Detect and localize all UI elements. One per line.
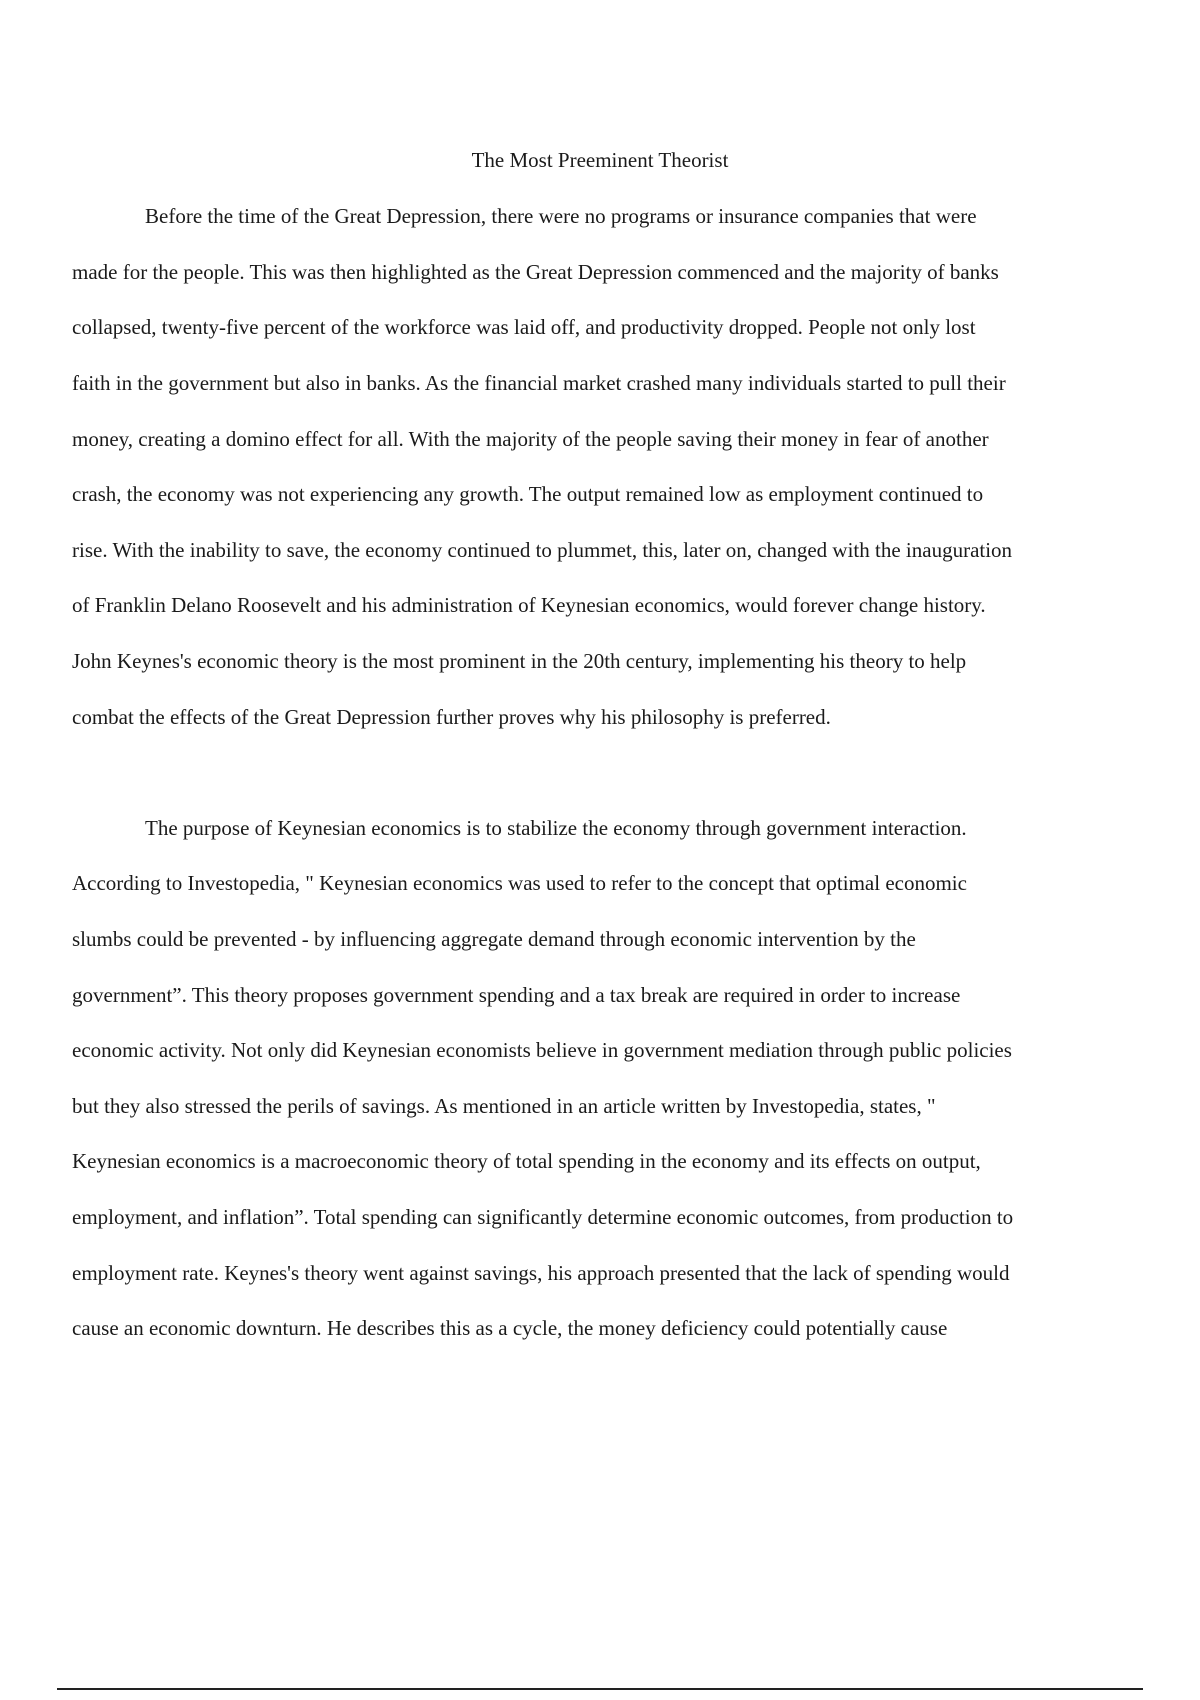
paragraph-2-line-1: The purpose of Keynesian economics is to stabilize the economy through government interaction.: [145, 816, 967, 840]
paragraph-1-line-9: John Keynes's economic theory is the most prominent in the 20th century, implementing his theory to help: [72, 649, 967, 673]
paragraph-2-line-7: Keynesian economics is a macroeconomic theory of total spending in the economy and its effects on output,: [72, 1149, 981, 1173]
paragraph-1-line-10: combat the effects of the Great Depression further proves why his philosophy is preferred.: [72, 705, 831, 729]
paragraph-2-line-3: slumbs could be prevented - by influencing aggregate demand through economic intervention by the: [72, 927, 916, 951]
paragraph-2-line-8: employment, and inflation”. Total spending can significantly determine economic outcomes, from production to: [72, 1205, 1014, 1229]
paragraph-2-line-4: government”. This theory proposes government spending and a tax break are required in order to increase: [72, 983, 961, 1007]
paragraph-2-line-9: employment rate. Keynes's theory went against savings, his approach presented that the lack of spending would: [72, 1261, 1010, 1285]
page-bottom-divider: [57, 1688, 1143, 1690]
paragraph-1-line-5: money, creating a domino effect for all. With the majority of the people saving their money in fear of another: [72, 427, 989, 451]
paragraph-2-line-6: but they also stressed the perils of savings. As mentioned in an article written by Investopedia, states, ": [72, 1094, 936, 1118]
paragraph-2-line-10: cause an economic downturn. He describes this as a cycle, the money deficiency could potentially cause: [72, 1316, 948, 1340]
page-title: The Most Preeminent Theorist: [471, 148, 729, 172]
paragraph-2-line-2: According to Investopedia, " Keynesian economics was used to refer to the concept that optimal economic: [72, 871, 967, 895]
paragraph-1-line-3: collapsed, twenty-five percent of the workforce was laid off, and productivity dropped. People not only lost: [72, 315, 976, 339]
paragraph-2-line-5: economic activity. Not only did Keynesian economists believe in government mediation through public policies: [72, 1038, 1012, 1062]
paragraph-1-line-2: made for the people. This was then highlighted as the Great Depression commenced and the majority of banks: [72, 260, 999, 284]
paragraph-1-line-6: crash, the economy was not experiencing any growth. The output remained low as employment continued to: [72, 482, 984, 506]
paragraph-1-line-7: rise. With the inability to save, the economy continued to plummet, this, later on, changed with the inauguration: [72, 538, 1013, 562]
paragraph-1-line-8: of Franklin Delano Roosevelt and his administration of Keynesian economics, would forever change history.: [72, 593, 986, 617]
paragraph-1-line-4: faith in the government but also in banks. As the financial market crashed many individuals started to pull their: [72, 371, 1006, 395]
paragraph-1-line-1: Before the time of the Great Depression, there were no programs or insurance companies that were: [145, 204, 977, 228]
